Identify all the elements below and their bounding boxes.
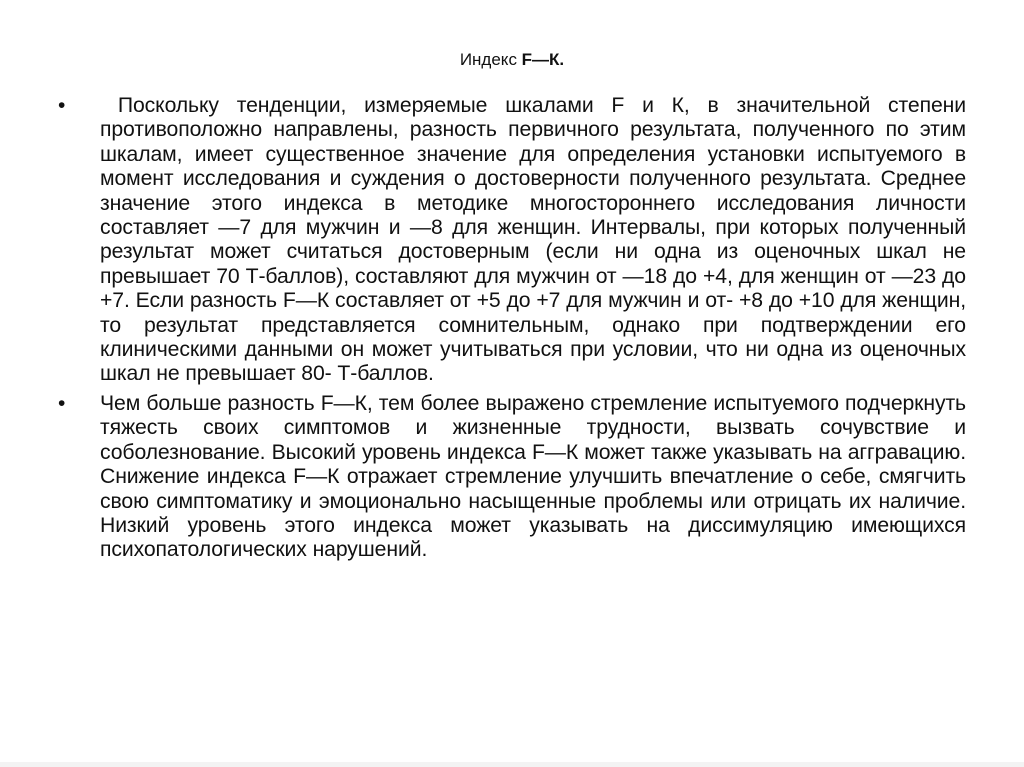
slide-title-bold: F—К.: [521, 50, 565, 69]
bullet-item: [58, 392, 966, 563]
slide-body: [58, 94, 972, 563]
bottom-edge-strip: [0, 762, 1024, 767]
bullet-text: Поскольку тенденции, измеряемые шкалами F и К, в значительной степени противоположно направлены, разность первичного результата, полученного по этим шкалам, имеет существенное значение для определения установки испытуемого в момент исследования и суждения о достоверности полученного результата. Среднее значение этого индекса в методике многостороннего исследования личности составляет —7 для мужчин и —8 для женщин. Интервалы, при которых полученный результат может считаться достоверным (если ни одна из оценочных шкал не превышает 70 Т-баллов), составляют для мужчин от —18 до +4, для женщин от —23 до +7. Если разность F—К составляет от +5 до +7 для мужчин и от- +8 до +10 для женщин, то результат представляется сомнительным, однако при подтверждении его клиническими данными он может учитываться при условии, что ни одна из оценочных шкал не превышает 80- Т-баллов.: [100, 94, 972, 386]
bullet-item: [58, 94, 972, 387]
bullet-dot-icon: •: [58, 391, 66, 415]
bullet-dot-icon: •: [58, 94, 66, 117]
slide-title: [0, 49, 1024, 71]
bullet-text: Чем больше разность F—К, тем более выражено стремление испытуемого подчеркнуть тяжесть своих симптомов и жизненные трудности, вызвать сочувствие и соболезнование. Высокий уровень индекса F—К может также указывать на аггравацию. Снижение индекса F—К отражает стремление улучшить впечатление о себе, смягчить свою симптоматику и эмоционально насыщенные проблемы или отрицать их наличие. Низкий уровень этого индекса может указывать на диссимуляцию имеющихся психопатологических нарушений.: [100, 391, 966, 562]
slide-title-prefix: Индекс: [459, 50, 522, 69]
